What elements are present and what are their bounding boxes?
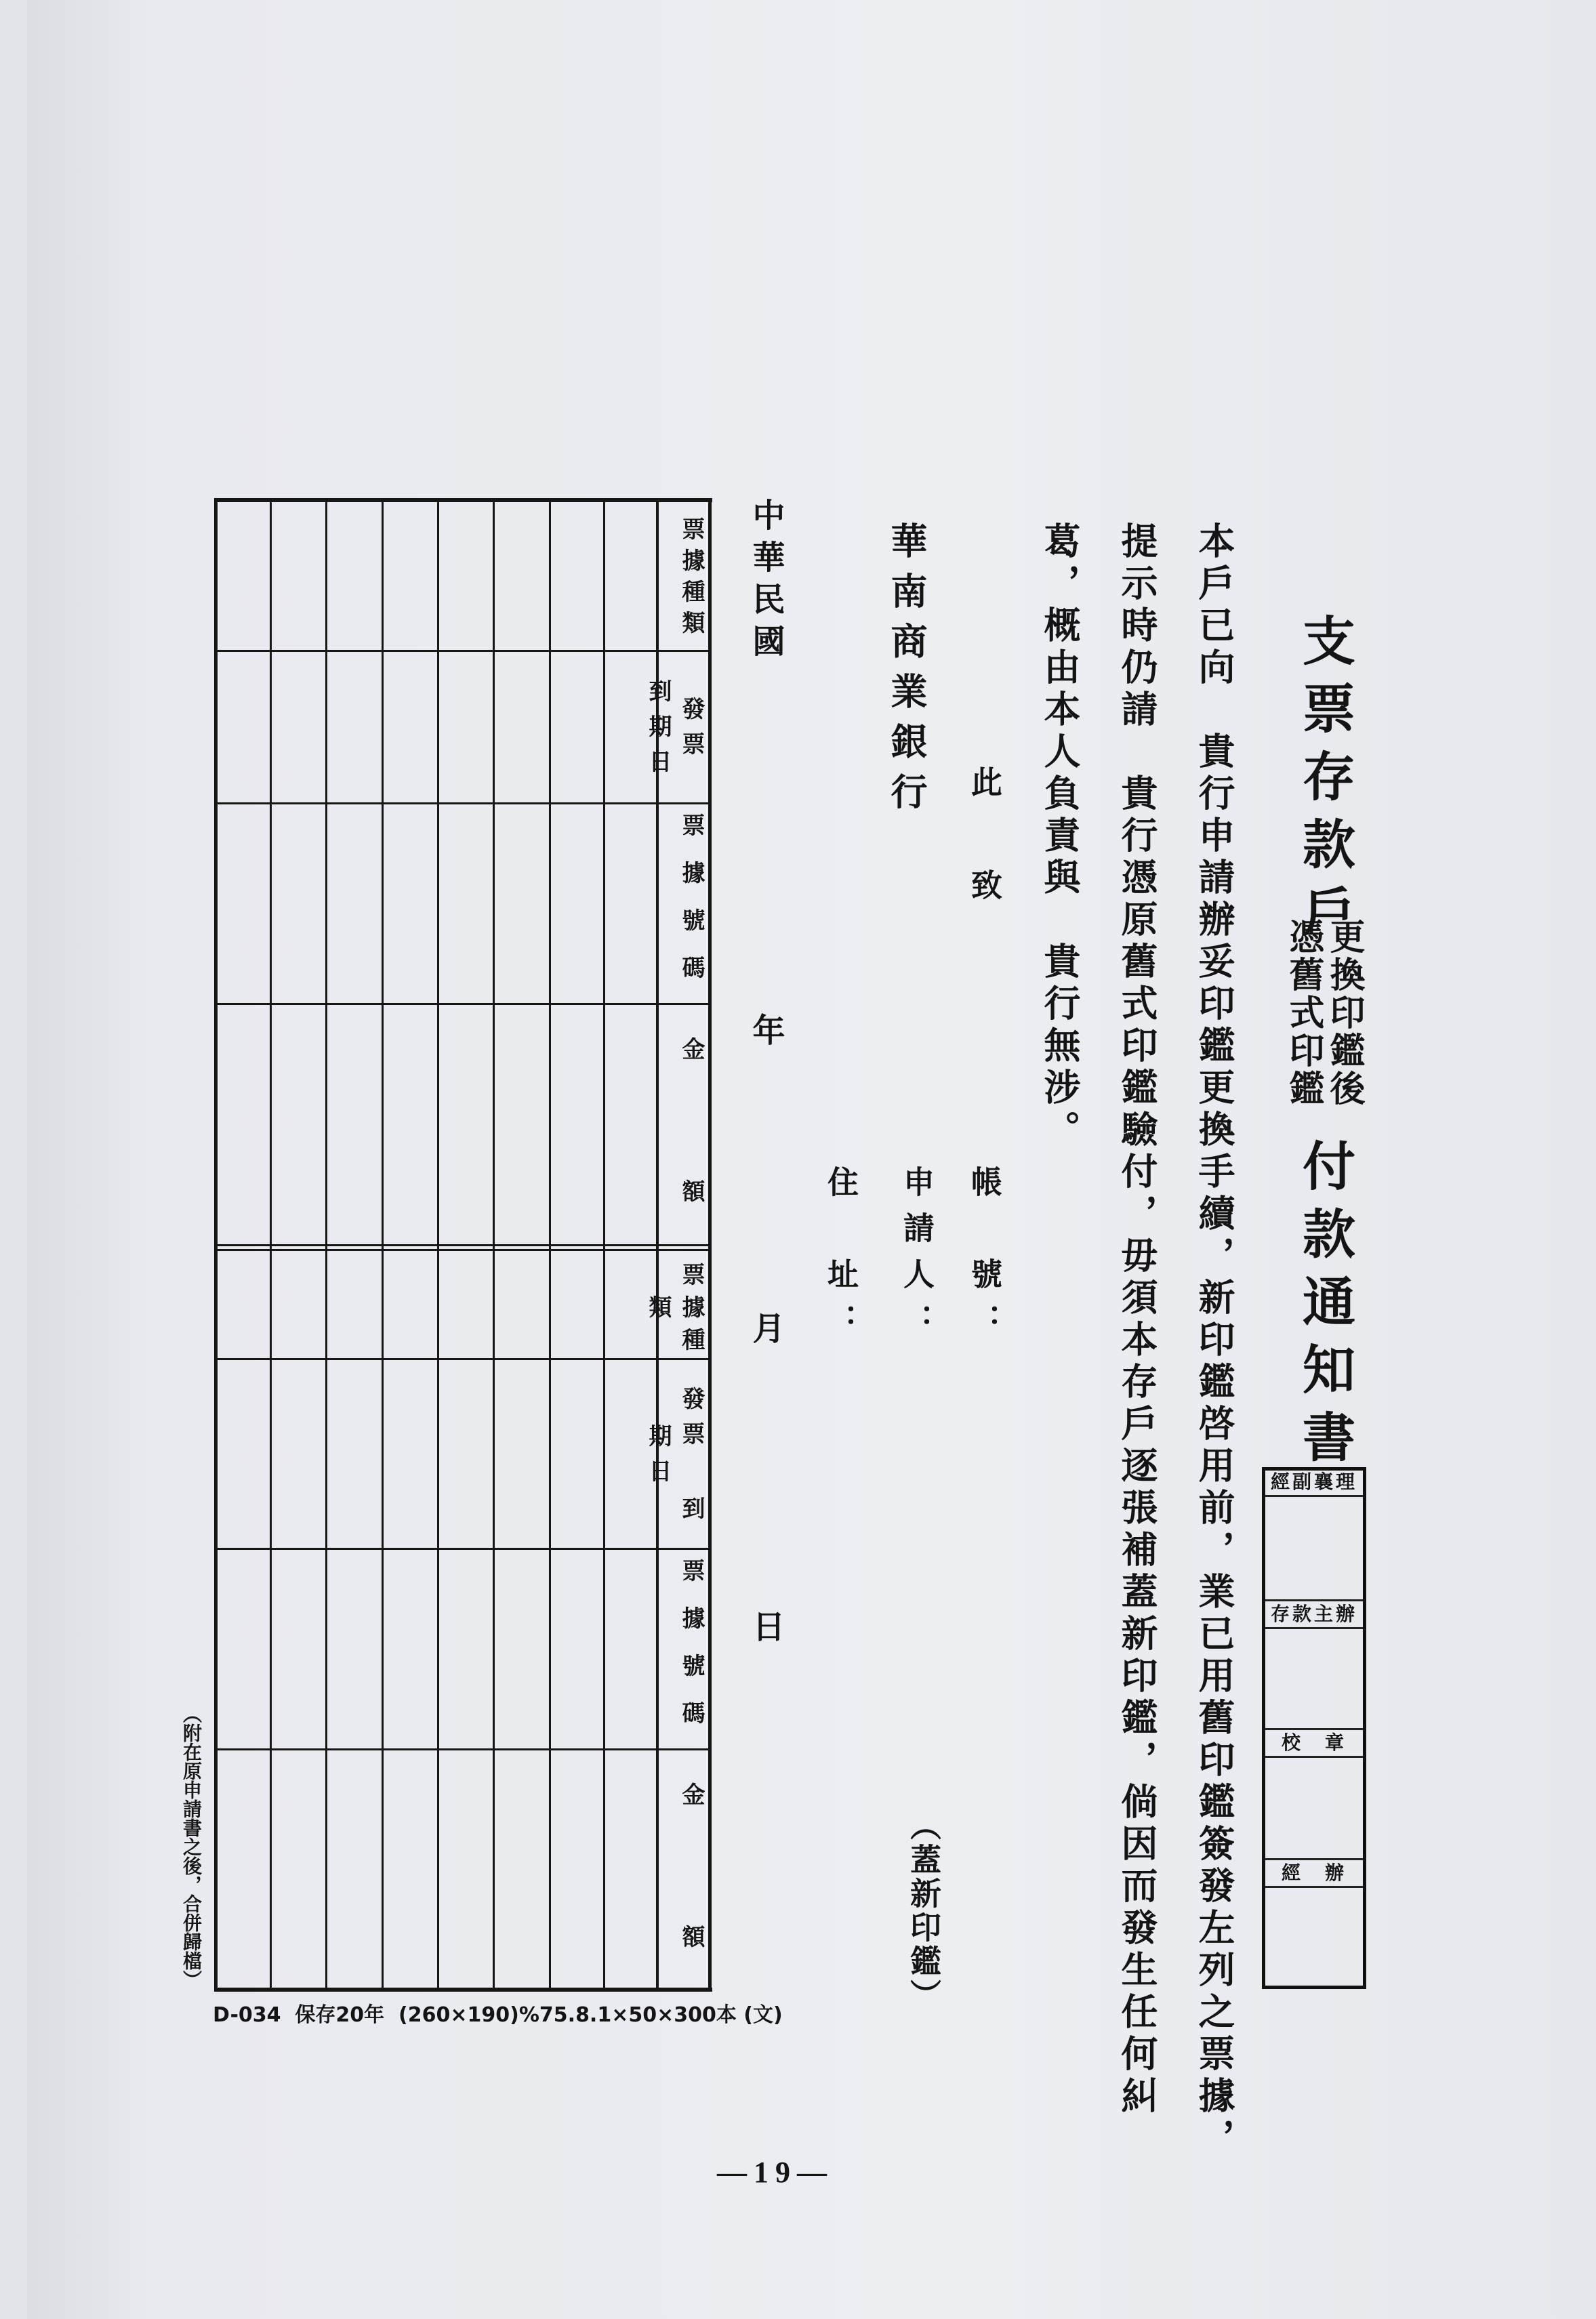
date-year: 年: [747, 1013, 785, 1046]
body-line-2: 提示時仍請 貴行憑原舊式印鑑驗付，毋須本存戶逐張補蓋新印鑑，倘因而發生任何糾: [1116, 522, 1159, 2118]
account-number-label: 帳 號：: [966, 1166, 1003, 1350]
title-main-top: 支票存款戶: [1294, 613, 1355, 952]
stamp-header-clerk: 經 辦: [1265, 1858, 1363, 1888]
new-seal-note: （蓋新印鑑）: [905, 1809, 942, 2013]
address-label: 住 址：: [823, 1166, 859, 1350]
closing-salutation: 此 致: [966, 766, 1003, 920]
header-cheque-type-2: 票據種類: [644, 1263, 705, 1360]
page-number: —19—: [717, 2156, 834, 2189]
form-code: D-034 保存20年 (260×190)%75.8.1×50×300本 (文): [213, 2003, 783, 2027]
header-amount-2: 金 額: [678, 1782, 705, 1972]
header-amount-1: 金 額: [678, 1037, 705, 1227]
date-month: 月: [747, 1311, 785, 1344]
cheque-list-table: [214, 498, 710, 1992]
applicant-label: 申請人：: [899, 1166, 935, 1350]
date-era: 中華民國: [747, 498, 785, 666]
body-line-3: 葛，概由本人負責與 貴行無涉。: [1038, 522, 1082, 1152]
date-day: 日: [747, 1609, 785, 1642]
approval-stamp-box: [1262, 1467, 1366, 1989]
body-line-1: 本戶已向 貴行申請辦妥印鑑更換手續，新印鑑啓用前，業已用舊印鑑簽發左列之票據，: [1193, 522, 1236, 2160]
header-issue-due-date-1: 發票 到期日: [644, 679, 705, 785]
filing-side-note: （附在原申請書之後，合併歸檔）: [180, 1704, 203, 1989]
title-main-bottom: 付款通知書: [1294, 1138, 1355, 1477]
stamp-header-verify-seal: 校 章: [1265, 1728, 1363, 1758]
title-sub-left: 憑舊式印鑑: [1283, 918, 1324, 1108]
stamp-header-deposit-officer: 存款主辦: [1265, 1599, 1363, 1629]
stamp-header-manager: 經副襄理: [1265, 1469, 1363, 1497]
header-cheque-type-1: 票據種類: [678, 517, 705, 642]
header-issue-due-date-2: 發票 到期日: [644, 1386, 705, 1532]
addressee-bank: 華南商業銀行: [885, 522, 928, 823]
title-sub-right: 更換印鑑後: [1324, 918, 1365, 1108]
header-cheque-number-1: 票據號碼: [678, 813, 705, 1003]
header-cheque-number-2: 票據號碼: [678, 1559, 705, 1748]
